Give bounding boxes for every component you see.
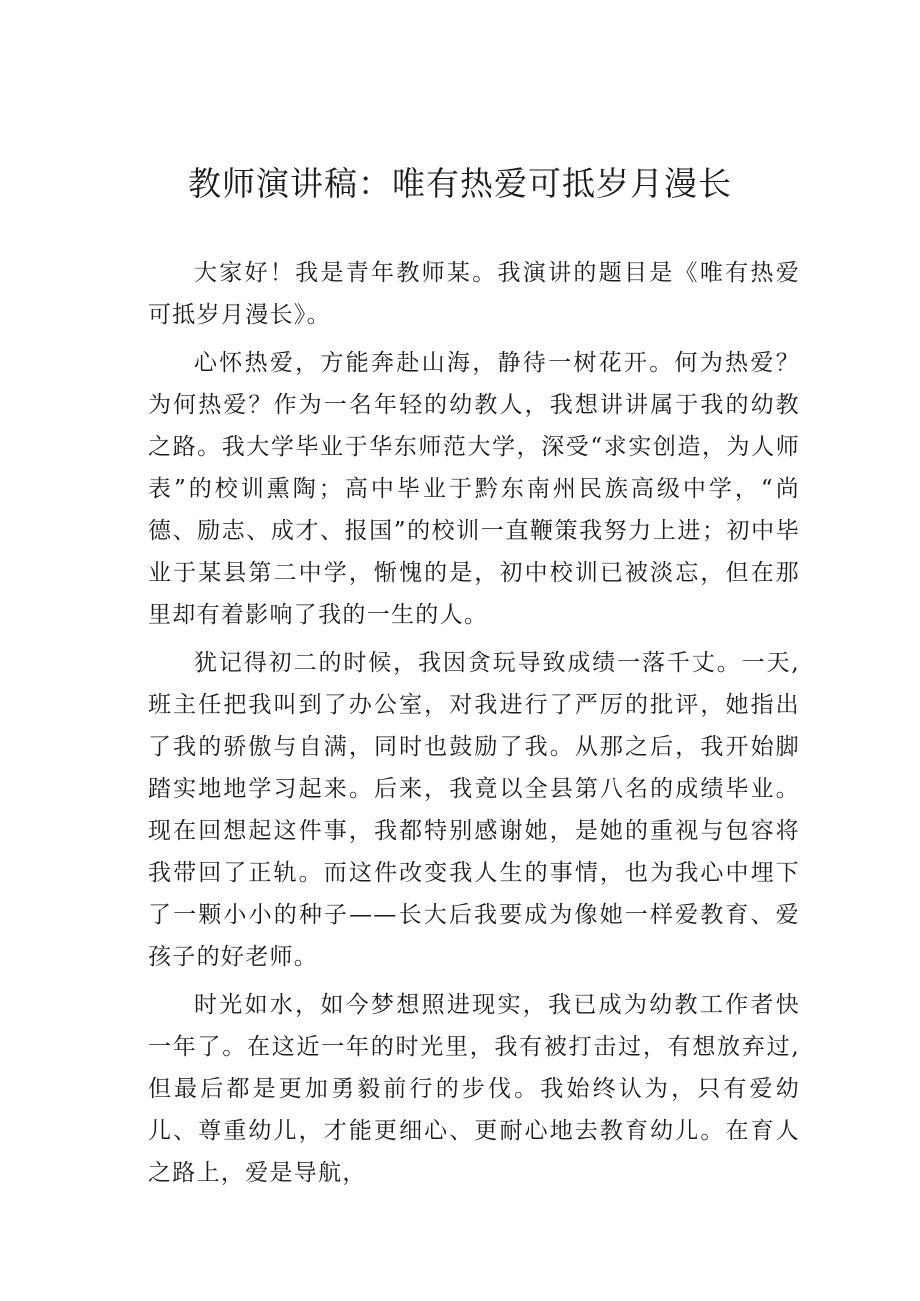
paragraph-teacher-memory: 犹记得初二的时候，我因贪玩导致成绩一落千丈。一天,班主任把我叫到了办公室，对我进行了严厉的批评，她指出了我的骄傲与自满，同时也鼓励了我。从那之后，我开始脚踏实地地学习起来。后来，我竟以全县第八名的成绩毕业。现在回想起这件事，我都特别感谢她，是她的重视与包容将我带回了正轨。而这件改变我人生的事情，也为我心中埋下了一颗小小的种子——长大后我要成为像她一样爱教育、爱孩子的好老师。 [148, 650, 800, 970]
paragraph-education-background: 心怀热爱，方能奔赴山海，静待一树花开。何为热爱？为何热爱？作为一名年轻的幼教人，我想讲讲属于我的幼教之路。我大学毕业于华东师范大学，深受“求实创造，为人师表”的校训熏陶；高中毕业于黔东南州民族高级中学，“尚德、励志、成才、报国”的校训一直鞭策我努力上进；初中毕业于某县第二中学，惭愧的是，初中校训已被淡忘，但在那里却有着影响了我的一生的人。 [148, 350, 800, 628]
document-title: 教师演讲稿：唯有热爱可抵岁月漫长 [188, 164, 732, 203]
paragraph-dream-reality: 时光如水，如今梦想照进现实，我已成为幼教工作者快一年了。在这近一年的时光里，我有被打击过，有想放弃过,但最后都是更加勇毅前行的步伐。我始终认为，只有爱幼儿、尊重幼儿，才能更细心、更耐心地去教育幼儿。在育人之路上，爱是导航， [148, 992, 800, 1186]
document-body [148, 252, 800, 1200]
paragraph-greeting: 大家好！我是青年教师某。我演讲的题目是《唯有热爱可抵岁月漫长》。 [148, 260, 800, 328]
